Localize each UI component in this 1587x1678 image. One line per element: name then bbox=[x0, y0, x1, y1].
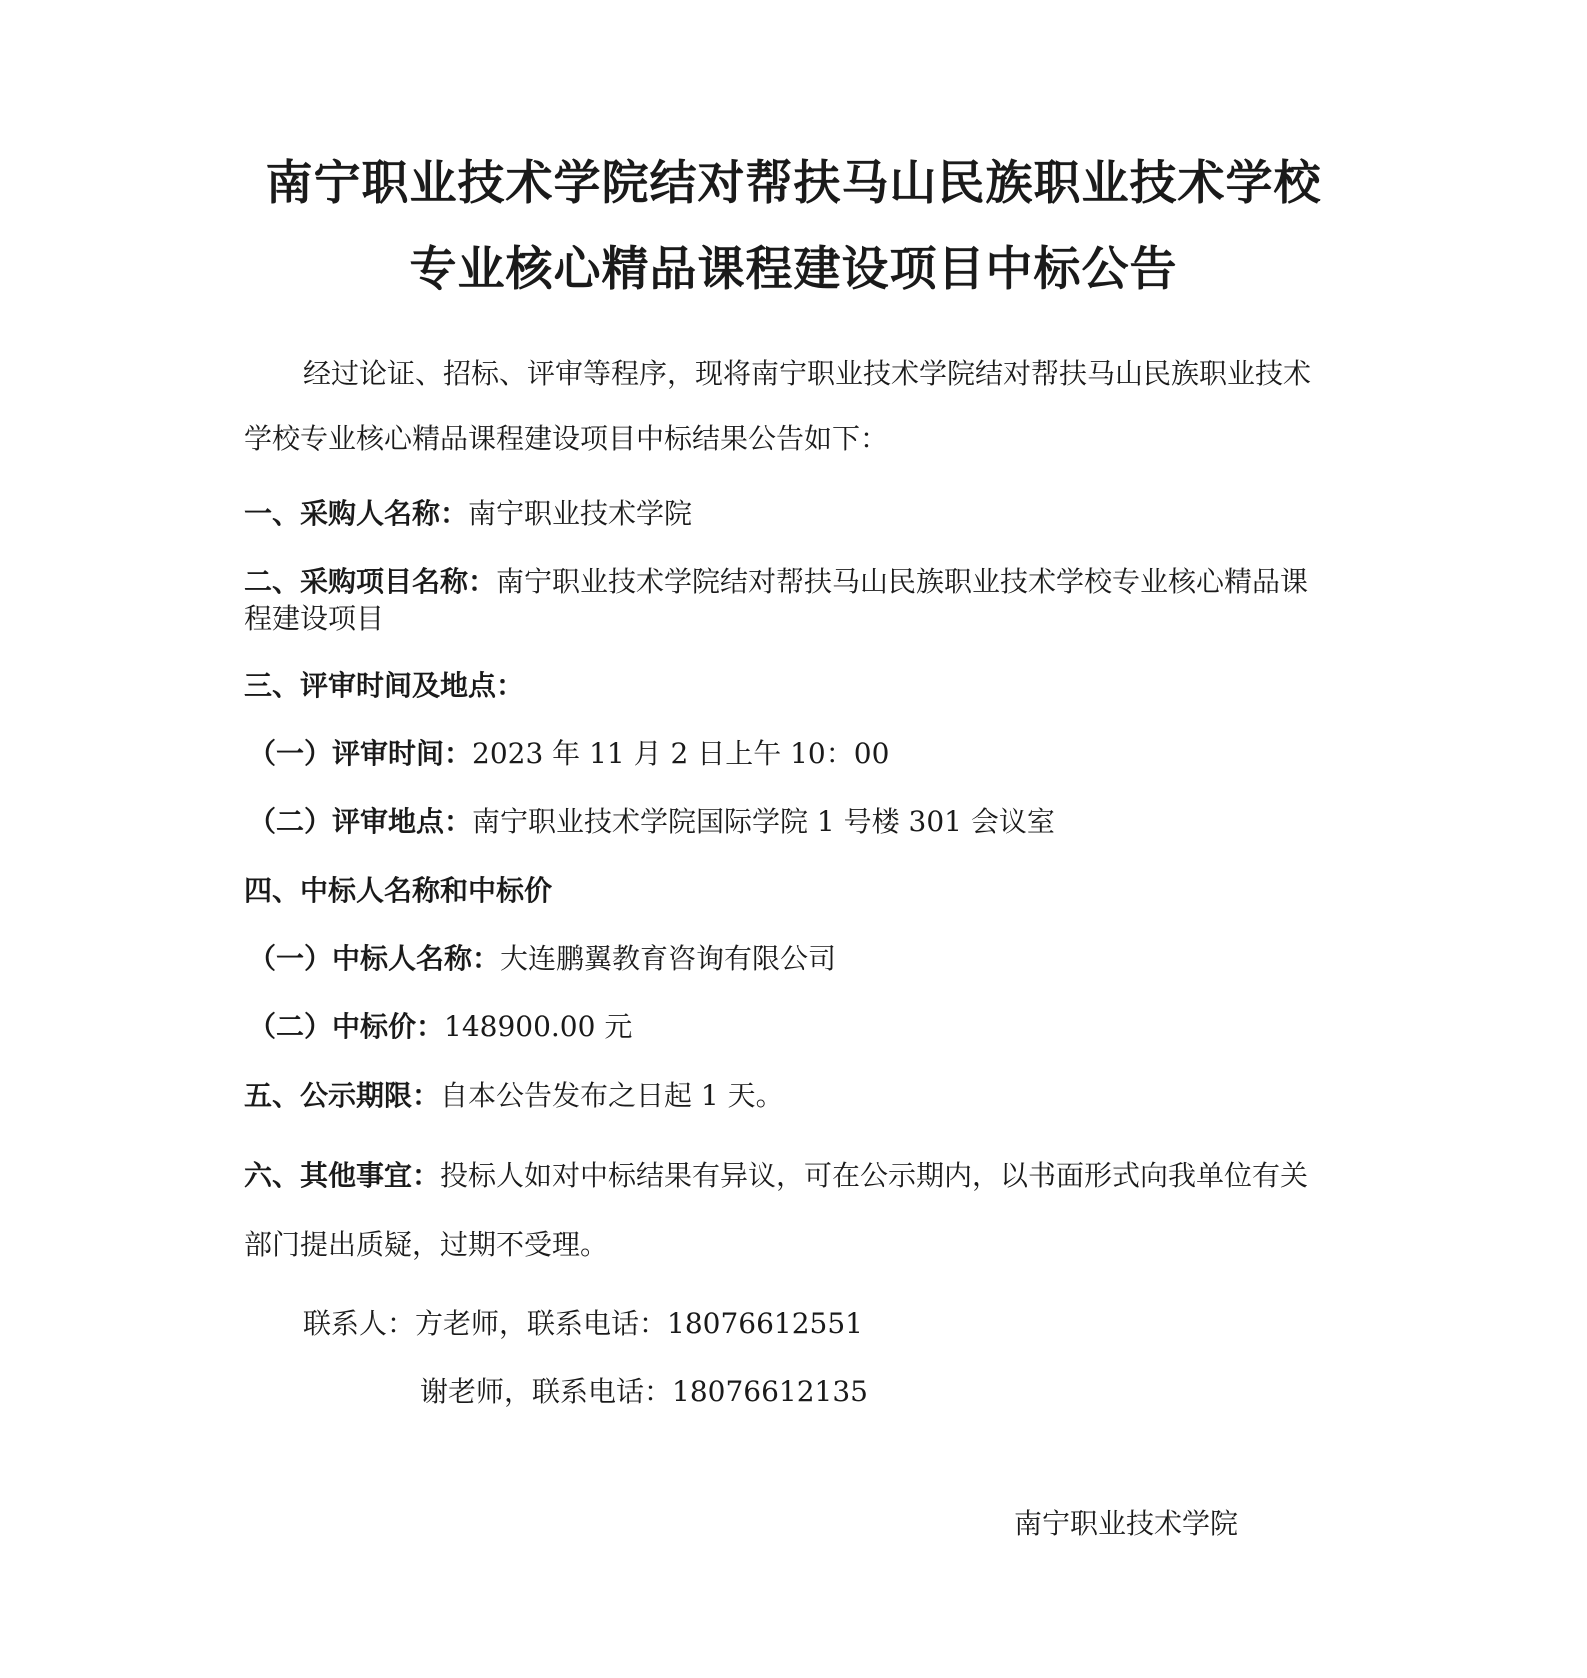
other-matters-value-line-1: 投标人如对中标结果有异议，可在公示期内，以书面形式向我单位有关 bbox=[440, 1159, 1309, 1192]
section-other-matters bbox=[244, 1157, 1364, 1195]
other-matters-label: 六、其他事宜： bbox=[244, 1159, 441, 1192]
intro-paragraph-line-2: 学校专业核心精品课程建设项目中标结果公告如下： bbox=[244, 422, 889, 455]
other-matters-value-line-2: 部门提出质疑，过期不受理。 bbox=[244, 1228, 609, 1261]
winner-name-label: （一）中标人名称： bbox=[248, 942, 501, 975]
contact-line-1 bbox=[303, 1305, 1423, 1343]
review-time bbox=[248, 735, 1368, 773]
review-time-value: 2023 年 11 月 2 日上午 10：00 bbox=[472, 737, 890, 770]
publicity-period-value: 自本公告发布之日起 1 天。 bbox=[440, 1079, 784, 1112]
contact-xie: 谢老师，联系电话：18076612135 bbox=[420, 1375, 868, 1408]
section-project-name bbox=[244, 563, 1364, 601]
review-time-label: （一）评审时间： bbox=[248, 737, 473, 770]
section-winner-and-price: 四、中标人名称和中标价 bbox=[244, 874, 553, 907]
winning-price-label: （二）中标价： bbox=[248, 1010, 445, 1043]
project-name-label: 二、采购项目名称： bbox=[244, 565, 497, 598]
section-purchaser bbox=[244, 495, 1364, 533]
document-title-line-1: 南宁职业技术学院结对帮扶马山民族职业技术学校 bbox=[265, 156, 1322, 211]
contact-prefix: 联系人： bbox=[303, 1307, 416, 1340]
project-name-value-line-1: 南宁职业技术学院结对帮扶马山民族职业技术学校专业核心精品课 bbox=[496, 565, 1309, 598]
section-review-time-place: 三、评审时间及地点： bbox=[244, 669, 525, 702]
review-place bbox=[248, 803, 1368, 841]
purchaser-value: 南宁职业技术学院 bbox=[468, 497, 693, 530]
contact-fang: 方老师，联系电话：18076612551 bbox=[415, 1307, 863, 1340]
purchaser-label: 一、采购人名称： bbox=[244, 497, 469, 530]
winning-price bbox=[248, 1008, 1368, 1046]
winner-name bbox=[248, 940, 1368, 978]
review-place-value: 南宁职业技术学院国际学院 1 号楼 301 会议室 bbox=[472, 805, 1055, 838]
winner-name-value: 大连鹏翼教育咨询有限公司 bbox=[500, 942, 837, 975]
review-place-label: （二）评审地点： bbox=[248, 805, 473, 838]
document-title-line-2: 专业核心精品课程建设项目中标公告 bbox=[409, 242, 1178, 297]
project-name-value-line-2: 程建设项目 bbox=[244, 602, 385, 635]
intro-paragraph-line-1: 经过论证、招标、评审等程序，现将南宁职业技术学院结对帮扶马山民族职业技术 bbox=[303, 357, 1312, 390]
winning-price-value: 148900.00 元 bbox=[444, 1010, 633, 1043]
signature-institution: 南宁职业技术学院 bbox=[1014, 1507, 1239, 1540]
section-publicity-period bbox=[244, 1077, 1364, 1115]
publicity-period-label: 五、公示期限： bbox=[244, 1079, 441, 1112]
